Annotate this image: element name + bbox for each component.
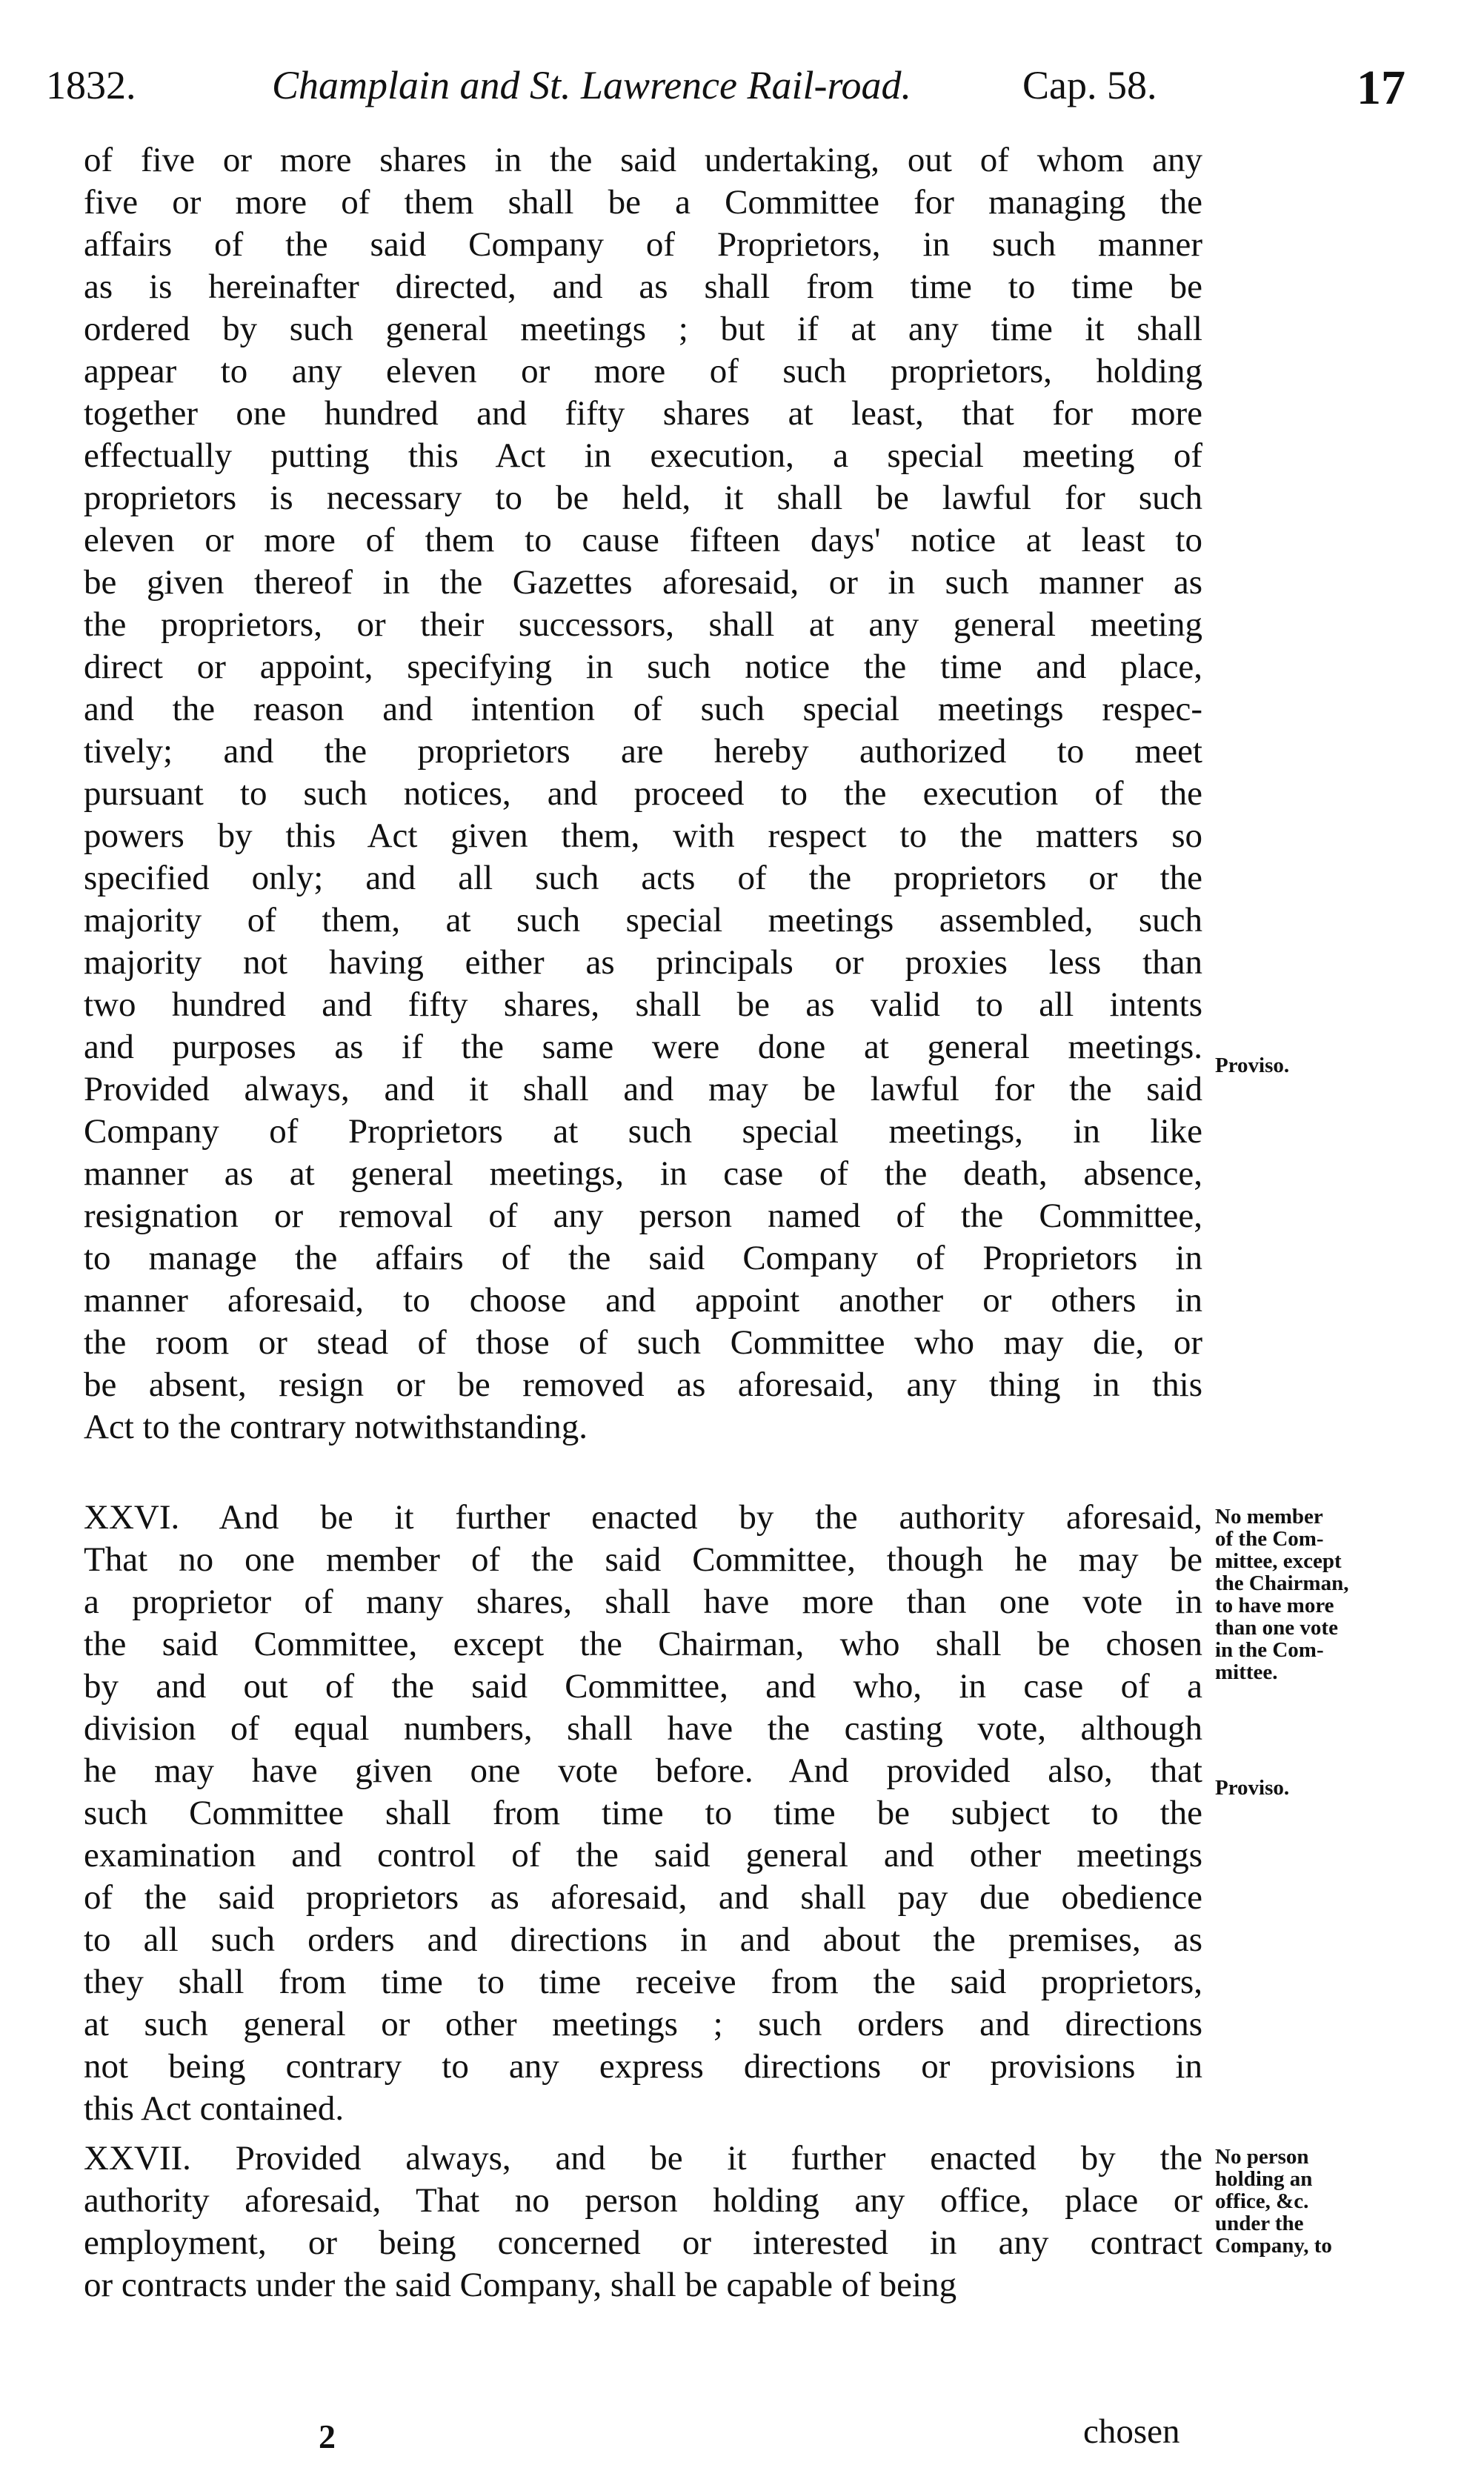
margin-note-line: mittee. xyxy=(1215,1660,1278,1684)
text-line: two hundred and fifty shares, shall be as valid to all intents xyxy=(84,985,1202,1024)
text-line: That no one member of the said Committee, though he may be xyxy=(84,1540,1202,1579)
text-line: division of equal numbers, shall have the casting vote, although xyxy=(84,1709,1202,1748)
text-line: tively; and the proprietors are hereby authorized to meet xyxy=(84,732,1202,771)
header-chapter: Cap. 58. xyxy=(1022,63,1157,107)
text-line: direct or appoint, specifying in such notice the time and place, xyxy=(84,648,1202,686)
text-line: at such general or other meetings ; such orders and directions xyxy=(84,2005,1202,2043)
margin-note-line: No person xyxy=(1215,2145,1309,2169)
text-line: and the reason and intention of such special meetings respec- xyxy=(84,690,1202,728)
margin-note-proviso-second xyxy=(1215,1777,1437,1799)
text-line: majority of them, at such special meetings assembled, such xyxy=(84,901,1202,939)
text-line: proprietors is necessary to be held, it shall be lawful for such xyxy=(84,479,1202,517)
text-line: together one hundred and fifty shares at least, that for more xyxy=(84,394,1202,433)
text-line: five or more of them shall be a Committee for managing the xyxy=(84,183,1202,222)
margin-note-line: Proviso. xyxy=(1215,1054,1290,1077)
text-line: majority not having either as principals or proxies less than xyxy=(84,943,1202,982)
margin-note-proviso xyxy=(1215,1054,1437,1077)
running-head xyxy=(46,52,1405,119)
text-line: they shall from time to time receive from the said proprietors, xyxy=(84,1963,1202,2001)
margin-note-line: than one vote xyxy=(1215,1616,1338,1640)
text-line: ordered by such general meetings ; but if at any time it shall xyxy=(84,310,1202,348)
text-line: XXVI. And be it further enacted by the authority aforesaid, xyxy=(84,1498,1202,1537)
text-line: he may have given one vote before. And provided also, that xyxy=(84,1752,1202,1790)
text-line: a proprietor of many shares, shall have more than one vote in xyxy=(84,1583,1202,1621)
text-line: and purposes as if the same were done at general meetings. xyxy=(84,1028,1202,1066)
text-line: Provided always, and it shall and may be lawful for the said xyxy=(84,1070,1202,1108)
header-year: 1832. xyxy=(46,63,136,107)
text-line: employment, or being concerned or interested in any contract xyxy=(84,2223,1202,2262)
text-line: by and out of the said Committee, and who, in case of a xyxy=(84,1667,1202,1706)
margin-note-line: in the Com- xyxy=(1215,1638,1324,1662)
section-xxvi xyxy=(84,1497,1202,2130)
text-line: authority aforesaid, That no person holding any office, place or xyxy=(84,2181,1202,2220)
margin-note-line: the Chairman, xyxy=(1215,1571,1349,1595)
margin-note-line: of the Com- xyxy=(1215,1527,1324,1551)
margin-note-no-person xyxy=(1215,2146,1437,2257)
margin-note-line: mittee, except xyxy=(1215,1549,1342,1573)
margin-note-line: to have more xyxy=(1215,1594,1334,1617)
margin-note-committee-vote xyxy=(1215,1506,1437,1683)
text-line: not being contrary to any express directions or provisions in xyxy=(84,2047,1202,2086)
text-line: pursuant to such notices, and proceed to the execution of the xyxy=(84,774,1202,813)
text-line: of five or more shares in the said undertaking, out of whom any xyxy=(84,141,1202,179)
margin-note-line: Company, to xyxy=(1215,2234,1332,2258)
text-line: powers by this Act given them, with respect to the matters so xyxy=(84,816,1202,855)
text-line: manner as at general meetings, in case of the death, absence, xyxy=(84,1154,1202,1193)
text-line: examination and control of the said general and other meetings xyxy=(84,1836,1202,1874)
text-line: such Committee shall from time to time be subject to the xyxy=(84,1794,1202,1832)
text-line: be absent, resign or be removed as aforesaid, any thing in this xyxy=(84,1365,1202,1404)
text-line: effectually putting this Act in execution, a special meeting of xyxy=(84,436,1202,475)
text-line: eleven or more of them to cause fifteen days' notice at least to xyxy=(84,521,1202,559)
text-line: manner aforesaid, to choose and appoint another or others in xyxy=(84,1281,1202,1320)
header-title: Champlain and St. Lawrence Rail-road. xyxy=(272,63,911,107)
margin-note-line: holding an xyxy=(1215,2167,1313,2191)
text-line: affairs of the said Company of Proprietors, in such manner xyxy=(84,225,1202,264)
text-line: the room or stead of those of such Committee who may die, or xyxy=(84,1323,1202,1362)
text-line: appear to any eleven or more of such proprietors, holding xyxy=(84,352,1202,390)
text-line: the said Committee, except the Chairman, who shall be chosen xyxy=(84,1625,1202,1663)
text-line: specified only; and all such acts of the proprietors or the xyxy=(84,859,1202,897)
text-line: the proprietors, or their successors, shall at any general meeting xyxy=(84,605,1202,644)
margin-note-line: Proviso. xyxy=(1215,1776,1290,1800)
text-line: be given thereof in the Gazettes aforesaid, or in such manner as xyxy=(84,563,1202,602)
text-line: as is hereinafter directed, and as shall from time to time be xyxy=(84,267,1202,306)
page-number: 17 xyxy=(1357,61,1405,115)
text-line: of the said proprietors as aforesaid, and shall pay due obedience xyxy=(84,1878,1202,1917)
margin-note-line: under the xyxy=(1215,2212,1304,2235)
margin-note-line: No member xyxy=(1215,1505,1323,1528)
text-line: to manage the affairs of the said Company of Proprietors in xyxy=(84,1239,1202,1277)
paragraph-continuation xyxy=(84,139,1202,1448)
margin-note-line: office, &c. xyxy=(1215,2189,1309,2213)
text-line: to all such orders and directions in and about the premises, as xyxy=(84,1920,1202,1959)
text-line: XXVII. Provided always, and be it further enacted by the xyxy=(84,2139,1202,2178)
text-line: this Act contained. xyxy=(84,2089,345,2128)
text-line: Company of Proprietors at such special meetings, in like xyxy=(84,1112,1202,1151)
text-line: Act to the contrary notwithstanding. xyxy=(84,1408,588,1446)
text-line: or contracts under the said Company, shall be capable of being xyxy=(84,2266,957,2304)
signature-mark: 2 xyxy=(319,2418,336,2455)
text-line: resignation or removal of any person named of the Committee, xyxy=(84,1197,1202,1235)
section-xxvii xyxy=(84,2138,1202,2306)
catchword: chosen xyxy=(1083,2412,1180,2451)
